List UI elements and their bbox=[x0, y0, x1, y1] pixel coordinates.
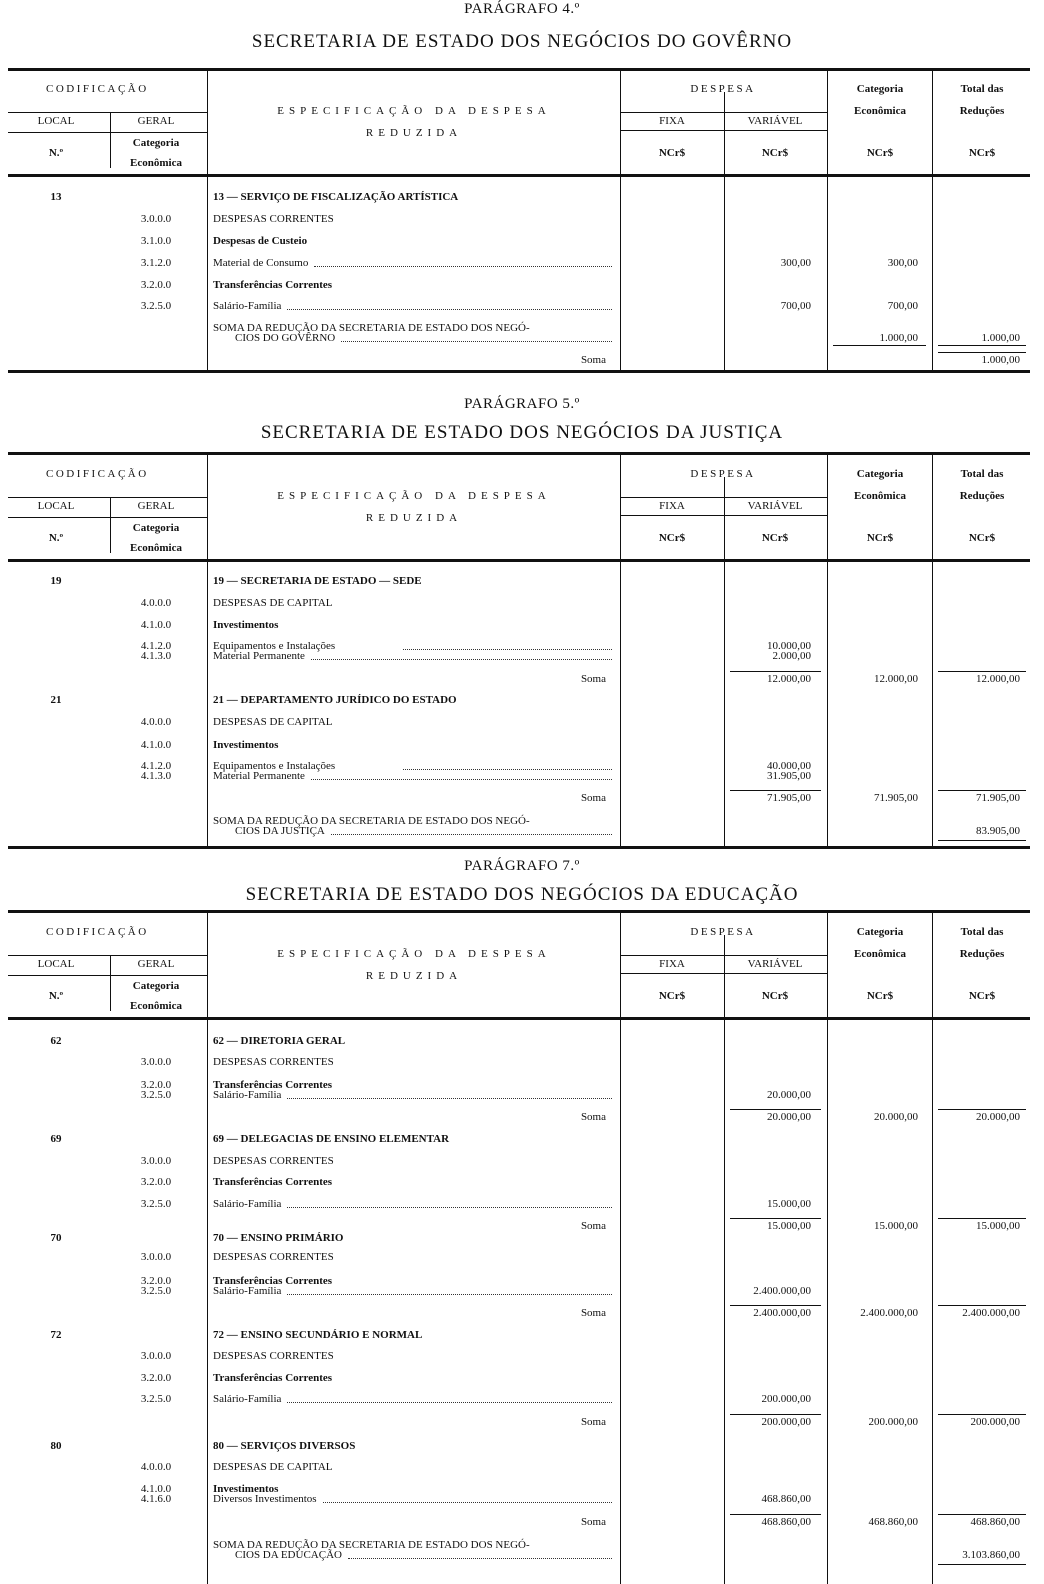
rule-line bbox=[620, 112, 827, 113]
sum-rule bbox=[938, 1109, 1026, 1110]
sum-rule bbox=[938, 1564, 1026, 1565]
variavel-value: 40.000,00 bbox=[767, 760, 811, 772]
code-geral: 3.2.5.0 bbox=[140, 300, 172, 312]
rule-line bbox=[620, 955, 827, 956]
economica-header: Econômica bbox=[130, 157, 182, 169]
description-text-2: Salário-Família bbox=[213, 1089, 282, 1101]
categoria-header: Categoria bbox=[132, 137, 180, 149]
especificacao-header: ESPECIFICAÇÃO DA DESPESA bbox=[277, 105, 551, 117]
reduzida-header: REDUZIDA bbox=[365, 512, 463, 524]
local-number: 80 bbox=[50, 1440, 62, 1452]
leader-dots bbox=[403, 769, 612, 770]
description-text-2: Salário-Família bbox=[213, 1285, 282, 1297]
column-divider bbox=[207, 455, 208, 846]
description-text: Equipamentos e Instalações bbox=[213, 760, 336, 772]
description-text-2: Diversos Investimentos bbox=[213, 1493, 317, 1505]
categoria-value: 1.000,00 bbox=[879, 332, 918, 344]
sum-rule bbox=[938, 345, 1026, 346]
code-geral: 4.1.0.0 bbox=[140, 619, 172, 631]
description-text: Salário-Família bbox=[213, 1198, 282, 1210]
local-header: LOCAL bbox=[37, 500, 75, 512]
currency-variavel: NCr$ bbox=[761, 147, 789, 159]
economica-header: Econômica bbox=[130, 1000, 182, 1012]
total-value: 468.860,00 bbox=[970, 1516, 1020, 1528]
codificacao-header: CODIFICAÇÃO bbox=[46, 83, 149, 95]
categoria-value: 20.000,00 bbox=[874, 1111, 918, 1123]
currency-categoria: NCr$ bbox=[866, 147, 894, 159]
description-text: Transferências Correntes bbox=[213, 1372, 333, 1384]
local-number: 13 bbox=[50, 191, 62, 203]
description-text: 72 — ENSINO SECUNDÁRIO E NORMAL bbox=[213, 1329, 423, 1341]
leader-dots bbox=[341, 341, 612, 342]
column-divider bbox=[827, 455, 828, 846]
section-top-border bbox=[8, 910, 1030, 913]
total-value: 12.000,00 bbox=[976, 673, 1020, 685]
code-geral: 3.2.0.0 bbox=[140, 1275, 172, 1287]
paragraph-label: PARÁGRAFO 5.º bbox=[464, 396, 580, 412]
sum-rule bbox=[938, 840, 1026, 841]
categoria-economica-header-l2: Econômica bbox=[854, 490, 906, 502]
local-header: LOCAL bbox=[37, 958, 75, 970]
categoria-value: 200.000,00 bbox=[868, 1416, 918, 1428]
code-geral-2: 3.2.5.0 bbox=[140, 1089, 172, 1101]
number-header: N.º bbox=[48, 990, 64, 1002]
codificacao-header: CODIFICAÇÃO bbox=[46, 926, 149, 938]
categoria-value: 2.400.000,00 bbox=[860, 1307, 918, 1319]
section-title: SECRETARIA DE ESTADO DOS NEGÓCIOS DO GOVÊRNO bbox=[251, 31, 793, 52]
description-text: 21 — DEPARTAMENTO JURÍDICO DO ESTADO bbox=[213, 694, 457, 706]
description-text: DESPESAS CORRENTES bbox=[213, 1251, 334, 1263]
section-bottom-border bbox=[8, 846, 1030, 849]
variavel-value: 200.000,00 bbox=[761, 1416, 811, 1428]
code-geral: 3.0.0.0 bbox=[140, 213, 172, 225]
section-bottom-border bbox=[8, 370, 1030, 373]
rule-line bbox=[110, 517, 207, 518]
currency-fixa: NCr$ bbox=[658, 990, 686, 1002]
variavel-value: 468.860,00 bbox=[761, 1516, 811, 1528]
column-divider bbox=[724, 92, 725, 370]
total-value: 2.400.000,00 bbox=[962, 1307, 1020, 1319]
code-geral: 4.1.2.0 bbox=[140, 760, 172, 772]
code-geral: 3.0.0.0 bbox=[140, 1155, 172, 1167]
total-value: 71.905,00 bbox=[976, 792, 1020, 804]
sum-rule bbox=[938, 671, 1026, 672]
currency-categoria: NCr$ bbox=[866, 990, 894, 1002]
description-text: Salário-Família bbox=[213, 1393, 282, 1405]
variavel-value: 15.000,00 bbox=[767, 1198, 811, 1210]
variavel-value: 2.400.000,00 bbox=[753, 1307, 811, 1319]
code-geral: 4.0.0.0 bbox=[140, 597, 172, 609]
categoria-economica-header-l2: Econômica bbox=[854, 105, 906, 117]
soma-label: Soma bbox=[580, 354, 606, 366]
leader-dots bbox=[287, 1294, 612, 1295]
column-divider bbox=[724, 935, 725, 1584]
code-geral: 3.2.0.0 bbox=[140, 1176, 172, 1188]
currency-total: NCr$ bbox=[968, 990, 996, 1002]
column-divider bbox=[827, 70, 828, 370]
leader-dots bbox=[311, 659, 612, 660]
code-geral: 3.0.0.0 bbox=[140, 1251, 172, 1263]
leader-dots bbox=[287, 1207, 612, 1208]
especificacao-header: ESPECIFICAÇÃO DA DESPESA bbox=[277, 490, 551, 502]
variavel-value: 12.000,00 bbox=[767, 673, 811, 685]
local-number: 21 bbox=[50, 694, 62, 706]
code-geral: 3.2.0.0 bbox=[140, 1372, 172, 1384]
total-reducoes-header: Total das bbox=[960, 83, 1004, 95]
code-geral: 4.1.0.0 bbox=[140, 739, 172, 751]
sum-rule bbox=[938, 1305, 1026, 1306]
sum-rule bbox=[730, 1414, 821, 1415]
categoria-value: 12.000,00 bbox=[874, 673, 918, 685]
description-text: DESPESAS DE CAPITAL bbox=[213, 1461, 333, 1473]
code-geral: 3.1.2.0 bbox=[140, 257, 172, 269]
section-top-border bbox=[8, 452, 1030, 455]
categoria-economica-header: Categoria bbox=[856, 83, 904, 95]
code-geral: 4.1.0.0 bbox=[140, 1483, 172, 1495]
sum-rule bbox=[730, 1109, 821, 1110]
description-text: 80 — SERVIÇOS DIVERSOS bbox=[213, 1440, 356, 1452]
paragraph-label: PARÁGRAFO 4.º bbox=[464, 1, 580, 17]
description-text-2: CIOS DO GOVÊRNO bbox=[235, 332, 336, 344]
column-divider bbox=[932, 913, 933, 1584]
description-text: SOMA DA REDUÇÃO DA SECRETARIA DE ESTADO DOS NEGÓ- bbox=[213, 322, 530, 334]
code-geral-2: 4.1.6.0 bbox=[140, 1493, 172, 1505]
categoria-economica-header: Categoria bbox=[856, 468, 904, 480]
description-text: SOMA DA REDUÇÃO DA SECRETARIA DE ESTADO DOS NEGÓ- bbox=[213, 815, 530, 827]
sum-rule bbox=[938, 1414, 1026, 1415]
variavel-header: VARIÁVEL bbox=[747, 115, 803, 127]
despesa-header: DESPESA bbox=[690, 926, 756, 938]
total-reducoes-header: Total das bbox=[960, 468, 1004, 480]
despesa-header: DESPESA bbox=[690, 83, 756, 95]
description-text: Transferências Correntes bbox=[213, 1079, 333, 1091]
variavel-header: VARIÁVEL bbox=[747, 500, 803, 512]
description-text: 69 — DELEGACIAS DE ENSINO ELEMENTAR bbox=[213, 1133, 450, 1145]
leader-dots bbox=[287, 1098, 612, 1099]
soma-label: Soma bbox=[580, 1111, 606, 1123]
total-value: 83.905,00 bbox=[976, 825, 1020, 837]
leader-dots bbox=[287, 309, 612, 310]
variavel-header: VARIÁVEL bbox=[747, 958, 803, 970]
code-geral: 3.1.0.0 bbox=[140, 235, 172, 247]
categoria-value: 71.905,00 bbox=[874, 792, 918, 804]
sum-rule bbox=[730, 671, 821, 672]
currency-variavel: NCr$ bbox=[761, 990, 789, 1002]
column-divider bbox=[620, 913, 621, 1584]
total-reducoes-header-l2: Reduções bbox=[959, 105, 1005, 117]
column-divider bbox=[932, 455, 933, 846]
code-geral: 4.1.2.0 bbox=[140, 640, 172, 652]
section-top-border bbox=[8, 68, 1030, 71]
column-divider bbox=[207, 913, 208, 1584]
code-geral-2: 3.2.5.0 bbox=[140, 1285, 172, 1297]
soma-label: Soma bbox=[580, 1416, 606, 1428]
column-divider bbox=[932, 70, 933, 370]
description-text: Transferências Correntes bbox=[213, 1176, 333, 1188]
variavel-value: 300,00 bbox=[780, 257, 811, 269]
rule-line bbox=[110, 975, 207, 976]
soma-label: Soma bbox=[580, 1307, 606, 1319]
header-bottom-border bbox=[8, 1017, 1030, 1020]
local-number: 72 bbox=[50, 1329, 62, 1341]
leader-dots bbox=[403, 649, 612, 650]
description-text: Material de Consumo bbox=[213, 257, 309, 269]
sum-rule bbox=[938, 790, 1026, 791]
variavel-value: 700,00 bbox=[780, 300, 811, 312]
variavel-value-2: 2.000,00 bbox=[772, 650, 811, 662]
categoria-value: 468.860,00 bbox=[868, 1516, 918, 1528]
soma-label: Soma bbox=[580, 1516, 606, 1528]
leader-dots bbox=[311, 779, 612, 780]
categoria-header: Categoria bbox=[132, 980, 180, 992]
code-geral: 3.0.0.0 bbox=[140, 1056, 172, 1068]
soma-label: Soma bbox=[580, 673, 606, 685]
total-value: 20.000,00 bbox=[976, 1111, 1020, 1123]
paragraph-label: PARÁGRAFO 7.º bbox=[464, 858, 580, 874]
code-geral: 3.0.0.0 bbox=[140, 1350, 172, 1362]
variavel-value-2: 20.000,00 bbox=[767, 1089, 811, 1101]
fixa-header: FIXA bbox=[659, 500, 685, 512]
description-text-2: Material Permanente bbox=[213, 770, 305, 782]
leader-dots bbox=[287, 1402, 612, 1403]
currency-total: NCr$ bbox=[968, 532, 996, 544]
description-text: DESPESAS CORRENTES bbox=[213, 1056, 334, 1068]
rule-line bbox=[620, 515, 827, 516]
description-text: DESPESAS DE CAPITAL bbox=[213, 716, 333, 728]
column-divider bbox=[620, 455, 621, 846]
sum-rule bbox=[730, 790, 821, 791]
sum-rule bbox=[833, 345, 926, 346]
variavel-value-2: 468.860,00 bbox=[761, 1493, 811, 1505]
rule-line bbox=[8, 497, 207, 498]
local-number: 62 bbox=[50, 1035, 62, 1047]
codificacao-header: CODIFICAÇÃO bbox=[46, 468, 149, 480]
variavel-value-2: 31.905,00 bbox=[767, 770, 811, 782]
variavel-value-2: 2.400.000,00 bbox=[753, 1285, 811, 1297]
description-text: Equipamentos e Instalações bbox=[213, 640, 336, 652]
description-text: Despesas de Custeio bbox=[213, 235, 308, 247]
fixa-header: FIXA bbox=[659, 115, 685, 127]
total-value: 200.000,00 bbox=[970, 1416, 1020, 1428]
description-text: Investimentos bbox=[213, 739, 279, 751]
description-text: Transferências Correntes bbox=[213, 279, 333, 291]
categoria-value: 300,00 bbox=[887, 257, 918, 269]
variavel-value: 20.000,00 bbox=[767, 1111, 811, 1123]
description-text: 70 — ENSINO PRIMÁRIO bbox=[213, 1232, 344, 1244]
categoria-economica-header: Categoria bbox=[856, 926, 904, 938]
soma-label: Soma bbox=[580, 1220, 606, 1232]
categoria-value: 15.000,00 bbox=[874, 1220, 918, 1232]
description-text: 62 — DIRETORIA GERAL bbox=[213, 1035, 346, 1047]
currency-categoria: NCr$ bbox=[866, 532, 894, 544]
local-number: 69 bbox=[50, 1133, 62, 1145]
rule-line bbox=[620, 497, 827, 498]
description-text: Salário-Família bbox=[213, 300, 282, 312]
economica-header: Econômica bbox=[130, 542, 182, 554]
description-text: DESPESAS CORRENTES bbox=[213, 1155, 334, 1167]
variavel-value: 10.000,00 bbox=[767, 640, 811, 652]
total-value: 3.103.860,00 bbox=[962, 1549, 1020, 1561]
variavel-value: 200.000,00 bbox=[761, 1393, 811, 1405]
geral-header: GERAL bbox=[137, 958, 175, 970]
code-geral: 4.0.0.0 bbox=[140, 1461, 172, 1473]
reduzida-header: REDUZIDA bbox=[365, 970, 463, 982]
especificacao-header: ESPECIFICAÇÃO DA DESPESA bbox=[277, 948, 551, 960]
reduzida-header: REDUZIDA bbox=[365, 127, 463, 139]
sum-rule bbox=[938, 1514, 1026, 1515]
description-text: Transferências Correntes bbox=[213, 1275, 333, 1287]
currency-variavel: NCr$ bbox=[761, 532, 789, 544]
code-geral-2: 4.1.3.0 bbox=[140, 770, 172, 782]
total-reducoes-header: Total das bbox=[960, 926, 1004, 938]
description-text: 19 — SECRETARIA DE ESTADO — SEDE bbox=[213, 575, 422, 587]
total-value: 1.000,00 bbox=[981, 354, 1020, 366]
description-text: 13 — SERVIÇO DE FISCALIZAÇÃO ARTÍSTICA bbox=[213, 191, 459, 203]
column-divider bbox=[110, 112, 111, 168]
section-title: SECRETARIA DE ESTADO DOS NEGÓCIOS DA JUSTIÇA bbox=[260, 422, 784, 443]
code-geral: 3.2.5.0 bbox=[140, 1393, 172, 1405]
currency-fixa: NCr$ bbox=[658, 532, 686, 544]
code-geral: 4.0.0.0 bbox=[140, 716, 172, 728]
variavel-value: 15.000,00 bbox=[767, 1220, 811, 1232]
local-number: 19 bbox=[50, 575, 62, 587]
rule-line bbox=[8, 955, 207, 956]
rule-line bbox=[620, 973, 827, 974]
section-title: SECRETARIA DE ESTADO DOS NEGÓCIOS DA EDUCAÇÃO bbox=[245, 884, 799, 905]
description-text-2: CIOS DA JUSTIÇA bbox=[235, 825, 325, 837]
description-text: DESPESAS DE CAPITAL bbox=[213, 597, 333, 609]
leader-dots bbox=[314, 266, 612, 267]
description-text-2: CIOS DA EDUCAÇÃO bbox=[235, 1549, 342, 1561]
column-divider bbox=[827, 913, 828, 1584]
total-reducoes-header-l2: Reduções bbox=[959, 948, 1005, 960]
geral-header: GERAL bbox=[137, 500, 175, 512]
rule-line bbox=[110, 132, 207, 133]
categoria-economica-header-l2: Econômica bbox=[854, 948, 906, 960]
leader-dots bbox=[323, 1502, 612, 1503]
sum-rule bbox=[938, 352, 1026, 353]
total-reducoes-header-l2: Reduções bbox=[959, 490, 1005, 502]
sum-rule bbox=[730, 1514, 821, 1515]
column-divider bbox=[724, 477, 725, 846]
header-bottom-border bbox=[8, 559, 1030, 562]
description-text: DESPESAS CORRENTES bbox=[213, 1350, 334, 1362]
local-header: LOCAL bbox=[37, 115, 75, 127]
leader-dots bbox=[331, 834, 612, 835]
code-geral-2: 4.1.3.0 bbox=[140, 650, 172, 662]
rule-line bbox=[620, 130, 827, 131]
column-divider bbox=[110, 497, 111, 553]
despesa-header: DESPESA bbox=[690, 468, 756, 480]
variavel-value: 71.905,00 bbox=[767, 792, 811, 804]
sum-rule bbox=[938, 1218, 1026, 1219]
description-text: DESPESAS CORRENTES bbox=[213, 213, 334, 225]
total-value: 15.000,00 bbox=[976, 1220, 1020, 1232]
categoria-header: Categoria bbox=[132, 522, 180, 534]
code-geral: 3.2.0.0 bbox=[140, 1079, 172, 1091]
header-bottom-border bbox=[8, 174, 1030, 177]
sum-rule bbox=[730, 1218, 821, 1219]
local-number: 70 bbox=[50, 1232, 62, 1244]
code-geral: 3.2.0.0 bbox=[140, 279, 172, 291]
number-header: N.º bbox=[48, 532, 64, 544]
fixa-header: FIXA bbox=[659, 958, 685, 970]
sum-rule bbox=[730, 1305, 821, 1306]
categoria-value: 700,00 bbox=[887, 300, 918, 312]
description-text: Investimentos bbox=[213, 1483, 279, 1495]
soma-label: Soma bbox=[580, 792, 606, 804]
column-divider bbox=[110, 955, 111, 1011]
rule-line bbox=[8, 112, 207, 113]
column-divider bbox=[620, 70, 621, 370]
column-divider bbox=[207, 70, 208, 370]
number-header: N.º bbox=[48, 147, 64, 159]
leader-dots bbox=[348, 1558, 612, 1559]
code-geral: 3.2.5.0 bbox=[140, 1198, 172, 1210]
description-text: SOMA DA REDUÇÃO DA SECRETARIA DE ESTADO DOS NEGÓ- bbox=[213, 1539, 530, 1551]
currency-fixa: NCr$ bbox=[658, 147, 686, 159]
description-text: Investimentos bbox=[213, 619, 279, 631]
currency-total: NCr$ bbox=[968, 147, 996, 159]
description-text-2: Material Permanente bbox=[213, 650, 305, 662]
geral-header: GERAL bbox=[137, 115, 175, 127]
total-value: 1.000,00 bbox=[981, 332, 1020, 344]
